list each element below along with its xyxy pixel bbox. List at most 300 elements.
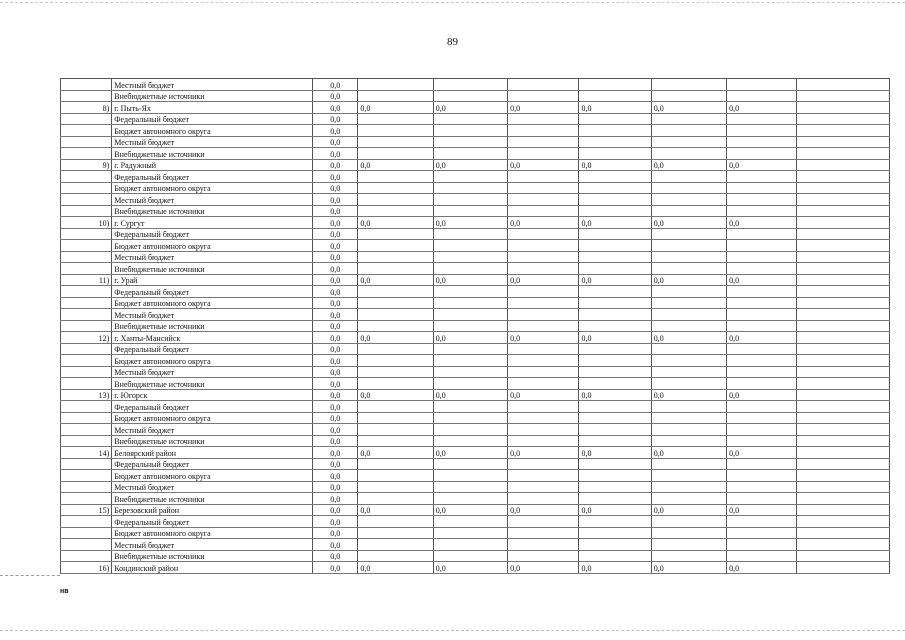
value-cell	[651, 286, 726, 298]
value-cell	[508, 527, 579, 539]
row-number-cell	[61, 481, 112, 493]
value-cell: 0,0	[313, 435, 358, 447]
value-cell	[727, 194, 797, 206]
value-cell	[579, 493, 651, 505]
value-cell: 0,0	[433, 562, 507, 574]
value-cell	[358, 90, 433, 102]
value-cell: 0,0	[579, 389, 651, 401]
row-number-cell: 9)	[61, 159, 112, 171]
table-row	[61, 263, 890, 275]
value-cell	[433, 182, 507, 194]
row-number-cell	[61, 412, 112, 424]
table-row	[61, 550, 890, 562]
value-cell	[579, 355, 651, 367]
value-cell	[508, 171, 579, 183]
value-cell	[433, 148, 507, 160]
row-name-cell: г. Ханты-Мансийск	[112, 332, 313, 344]
value-cell	[508, 297, 579, 309]
table-row	[61, 274, 890, 286]
row-number-cell	[61, 251, 112, 263]
table-row	[61, 240, 890, 252]
table-body	[61, 79, 890, 574]
value-cell	[651, 113, 726, 125]
table-row	[61, 136, 890, 148]
value-cell	[433, 263, 507, 275]
value-cell: 0,0	[579, 217, 651, 229]
empty-cell	[797, 240, 890, 252]
value-cell	[651, 136, 726, 148]
value-cell: 0,0	[579, 447, 651, 459]
row-name-cell: Бюджет автономного округа	[112, 355, 313, 367]
value-cell	[651, 263, 726, 275]
row-name-cell: Местный бюджет	[112, 309, 313, 321]
value-cell	[727, 113, 797, 125]
empty-cell	[797, 148, 890, 160]
empty-cell	[797, 447, 890, 459]
value-cell	[651, 493, 726, 505]
empty-cell	[797, 355, 890, 367]
table-row	[61, 447, 890, 459]
value-cell: 0,0	[313, 470, 358, 482]
table-row	[61, 470, 890, 482]
empty-cell	[797, 470, 890, 482]
empty-cell	[797, 481, 890, 493]
value-cell: 0,0	[727, 332, 797, 344]
value-cell	[579, 378, 651, 390]
value-cell	[358, 113, 433, 125]
value-cell	[579, 516, 651, 528]
table-row	[61, 320, 890, 332]
value-cell	[651, 355, 726, 367]
table-row	[61, 332, 890, 344]
value-cell	[651, 458, 726, 470]
value-cell	[727, 136, 797, 148]
value-cell	[433, 481, 507, 493]
value-cell	[433, 401, 507, 413]
row-number-cell	[61, 240, 112, 252]
value-cell	[727, 470, 797, 482]
budget-table-container	[60, 78, 890, 574]
value-cell: 0,0	[313, 424, 358, 436]
row-name-cell: Местный бюджет	[112, 424, 313, 436]
table-row	[61, 90, 890, 102]
value-cell: 0,0	[579, 332, 651, 344]
value-cell	[727, 309, 797, 321]
value-cell	[433, 412, 507, 424]
empty-cell	[797, 435, 890, 447]
value-cell: 0,0	[433, 159, 507, 171]
value-cell	[651, 228, 726, 240]
value-cell: 0,0	[727, 562, 797, 574]
value-cell: 0,0	[313, 171, 358, 183]
empty-cell	[797, 378, 890, 390]
value-cell	[508, 458, 579, 470]
row-number-cell	[61, 228, 112, 240]
value-cell	[651, 366, 726, 378]
empty-cell	[797, 113, 890, 125]
value-cell: 0,0	[508, 274, 579, 286]
value-cell: 0,0	[313, 504, 358, 516]
value-cell: 0,0	[358, 102, 433, 114]
value-cell	[651, 435, 726, 447]
row-name-cell: Местный бюджет	[112, 79, 313, 91]
value-cell	[358, 240, 433, 252]
table-row	[61, 562, 890, 574]
value-cell	[651, 240, 726, 252]
empty-cell	[797, 332, 890, 344]
value-cell	[579, 205, 651, 217]
value-cell	[727, 79, 797, 91]
value-cell	[433, 240, 507, 252]
value-cell	[651, 378, 726, 390]
row-name-cell: Федеральный бюджет	[112, 171, 313, 183]
value-cell	[651, 424, 726, 436]
value-cell: 0,0	[313, 113, 358, 125]
value-cell	[508, 240, 579, 252]
row-number-cell	[61, 79, 112, 91]
value-cell: 0,0	[579, 159, 651, 171]
value-cell	[358, 297, 433, 309]
table-row	[61, 125, 890, 137]
value-cell	[579, 251, 651, 263]
table-row	[61, 79, 890, 91]
value-cell	[651, 194, 726, 206]
value-cell	[358, 320, 433, 332]
value-cell	[358, 435, 433, 447]
table-row	[61, 539, 890, 551]
value-cell: 0,0	[313, 240, 358, 252]
row-name-cell: Местный бюджет	[112, 136, 313, 148]
row-number-cell	[61, 458, 112, 470]
row-name-cell: Местный бюджет	[112, 251, 313, 263]
row-number-cell: 8)	[61, 102, 112, 114]
value-cell	[508, 355, 579, 367]
value-cell: 0,0	[313, 159, 358, 171]
empty-cell	[797, 90, 890, 102]
value-cell: 0,0	[727, 447, 797, 459]
value-cell: 0,0	[313, 286, 358, 298]
value-cell	[433, 343, 507, 355]
row-name-cell: Внебюджетные источники	[112, 148, 313, 160]
row-name-cell: Внебюджетные источники	[112, 378, 313, 390]
value-cell	[433, 458, 507, 470]
value-cell: 0,0	[651, 562, 726, 574]
value-cell	[358, 182, 433, 194]
row-name-cell: Внебюджетные источники	[112, 263, 313, 275]
row-number-cell	[61, 355, 112, 367]
empty-cell	[797, 562, 890, 574]
value-cell	[579, 309, 651, 321]
value-cell	[358, 194, 433, 206]
table-row	[61, 228, 890, 240]
row-name-cell: Местный бюджет	[112, 481, 313, 493]
value-cell: 0,0	[313, 493, 358, 505]
value-cell	[727, 297, 797, 309]
value-cell	[358, 205, 433, 217]
value-cell	[358, 527, 433, 539]
table-row	[61, 286, 890, 298]
empty-cell	[797, 539, 890, 551]
empty-cell	[797, 136, 890, 148]
value-cell	[579, 458, 651, 470]
value-cell	[651, 148, 726, 160]
value-cell	[579, 263, 651, 275]
empty-cell	[797, 194, 890, 206]
value-cell	[508, 194, 579, 206]
value-cell	[651, 320, 726, 332]
value-cell	[727, 516, 797, 528]
row-name-cell: Внебюджетные источники	[112, 90, 313, 102]
row-name-cell: Бюджет автономного округа	[112, 412, 313, 424]
value-cell	[358, 516, 433, 528]
value-cell	[579, 125, 651, 137]
row-name-cell: Федеральный бюджет	[112, 113, 313, 125]
value-cell	[651, 412, 726, 424]
value-cell	[433, 113, 507, 125]
value-cell: 0,0	[358, 389, 433, 401]
value-cell	[508, 550, 579, 562]
value-cell	[358, 309, 433, 321]
row-name-cell: Федеральный бюджет	[112, 286, 313, 298]
table-row	[61, 424, 890, 436]
value-cell: 0,0	[313, 102, 358, 114]
value-cell	[358, 136, 433, 148]
value-cell: 0,0	[313, 366, 358, 378]
table-row	[61, 171, 890, 183]
table-row	[61, 159, 890, 171]
value-cell	[508, 125, 579, 137]
row-name-cell: Федеральный бюджет	[112, 458, 313, 470]
value-cell: 0,0	[313, 136, 358, 148]
value-cell	[651, 79, 726, 91]
row-name-cell: Бюджет автономного округа	[112, 527, 313, 539]
value-cell	[358, 148, 433, 160]
row-number-cell: 16)	[61, 562, 112, 574]
value-cell: 0,0	[313, 182, 358, 194]
value-cell	[727, 240, 797, 252]
value-cell	[433, 90, 507, 102]
value-cell	[727, 378, 797, 390]
value-cell	[358, 355, 433, 367]
value-cell	[358, 286, 433, 298]
value-cell: 0,0	[433, 389, 507, 401]
value-cell: 0,0	[579, 274, 651, 286]
value-cell: 0,0	[508, 389, 579, 401]
value-cell	[508, 378, 579, 390]
empty-cell	[797, 401, 890, 413]
value-cell	[651, 470, 726, 482]
row-number-cell	[61, 148, 112, 160]
value-cell	[433, 366, 507, 378]
value-cell: 0,0	[651, 274, 726, 286]
value-cell	[727, 251, 797, 263]
value-cell	[433, 355, 507, 367]
value-cell	[727, 125, 797, 137]
value-cell	[651, 401, 726, 413]
value-cell	[579, 240, 651, 252]
row-name-cell: Местный бюджет	[112, 366, 313, 378]
value-cell	[508, 113, 579, 125]
value-cell: 0,0	[433, 504, 507, 516]
row-name-cell: Внебюджетные источники	[112, 205, 313, 217]
row-number-cell	[61, 378, 112, 390]
scan-top-edge	[0, 2, 905, 3]
row-number-cell	[61, 516, 112, 528]
empty-cell	[797, 412, 890, 424]
value-cell	[358, 251, 433, 263]
table-row	[61, 217, 890, 229]
table-row	[61, 297, 890, 309]
empty-cell	[797, 79, 890, 91]
value-cell: 0,0	[358, 447, 433, 459]
table-row	[61, 516, 890, 528]
empty-cell	[797, 274, 890, 286]
empty-cell	[797, 527, 890, 539]
value-cell	[727, 320, 797, 332]
table-row	[61, 194, 890, 206]
value-cell	[727, 550, 797, 562]
value-cell	[508, 251, 579, 263]
value-cell	[727, 412, 797, 424]
value-cell	[727, 481, 797, 493]
value-cell	[727, 458, 797, 470]
row-number-cell	[61, 263, 112, 275]
row-number-cell	[61, 309, 112, 321]
value-cell	[508, 539, 579, 551]
value-cell	[508, 309, 579, 321]
value-cell	[358, 424, 433, 436]
empty-cell	[797, 286, 890, 298]
value-cell	[651, 251, 726, 263]
value-cell	[579, 90, 651, 102]
row-name-cell: Внебюджетные источники	[112, 320, 313, 332]
value-cell: 0,0	[727, 102, 797, 114]
value-cell	[579, 297, 651, 309]
value-cell: 0,0	[313, 332, 358, 344]
value-cell: 0,0	[358, 274, 433, 286]
row-number-cell	[61, 424, 112, 436]
value-cell	[508, 366, 579, 378]
value-cell: 0,0	[313, 389, 358, 401]
row-name-cell: Кондинский район	[112, 562, 313, 574]
table-row	[61, 182, 890, 194]
row-number-cell: 14)	[61, 447, 112, 459]
table-row	[61, 251, 890, 263]
value-cell	[727, 263, 797, 275]
value-cell	[651, 539, 726, 551]
value-cell	[433, 378, 507, 390]
value-cell: 0,0	[651, 447, 726, 459]
value-cell	[433, 286, 507, 298]
value-cell: 0,0	[651, 332, 726, 344]
empty-cell	[797, 504, 890, 516]
value-cell	[579, 194, 651, 206]
value-cell: 0,0	[313, 228, 358, 240]
value-cell	[358, 79, 433, 91]
value-cell: 0,0	[313, 309, 358, 321]
value-cell	[508, 263, 579, 275]
value-cell: 0,0	[651, 504, 726, 516]
row-number-cell	[61, 320, 112, 332]
value-cell: 0,0	[313, 297, 358, 309]
value-cell	[358, 412, 433, 424]
value-cell: 0,0	[313, 148, 358, 160]
value-cell: 0,0	[313, 194, 358, 206]
value-cell: 0,0	[358, 332, 433, 344]
value-cell	[508, 205, 579, 217]
row-number-cell	[61, 435, 112, 447]
row-number-cell: 11)	[61, 274, 112, 286]
value-cell	[508, 493, 579, 505]
value-cell: 0,0	[313, 355, 358, 367]
value-cell: 0,0	[313, 447, 358, 459]
value-cell	[727, 228, 797, 240]
value-cell: 0,0	[651, 217, 726, 229]
value-cell: 0,0	[508, 159, 579, 171]
empty-cell	[797, 125, 890, 137]
value-cell: 0,0	[433, 102, 507, 114]
row-name-cell: г. Радужный	[112, 159, 313, 171]
value-cell	[433, 550, 507, 562]
value-cell: 0,0	[651, 389, 726, 401]
value-cell: 0,0	[727, 504, 797, 516]
value-cell	[433, 297, 507, 309]
value-cell	[433, 320, 507, 332]
value-cell	[433, 516, 507, 528]
value-cell	[358, 366, 433, 378]
row-number-cell: 10)	[61, 217, 112, 229]
row-name-cell: Местный бюджет	[112, 194, 313, 206]
value-cell: 0,0	[579, 504, 651, 516]
row-number-cell	[61, 205, 112, 217]
value-cell	[651, 205, 726, 217]
value-cell: 0,0	[313, 90, 358, 102]
value-cell	[651, 343, 726, 355]
table-row	[61, 401, 890, 413]
row-name-cell: г. Югорск	[112, 389, 313, 401]
value-cell	[651, 550, 726, 562]
value-cell	[358, 263, 433, 275]
row-number-cell	[61, 527, 112, 539]
value-cell	[433, 493, 507, 505]
value-cell	[579, 320, 651, 332]
row-name-cell: Федеральный бюджет	[112, 343, 313, 355]
value-cell: 0,0	[313, 458, 358, 470]
row-name-cell: Внебюджетные источники	[112, 550, 313, 562]
row-name-cell: Бюджет автономного округа	[112, 297, 313, 309]
value-cell: 0,0	[313, 527, 358, 539]
table-row	[61, 481, 890, 493]
value-cell	[508, 182, 579, 194]
empty-cell	[797, 182, 890, 194]
value-cell	[651, 182, 726, 194]
row-name-cell: Федеральный бюджет	[112, 516, 313, 528]
value-cell	[508, 148, 579, 160]
value-cell	[727, 343, 797, 355]
value-cell: 0,0	[508, 447, 579, 459]
value-cell: 0,0	[313, 320, 358, 332]
value-cell: 0,0	[313, 217, 358, 229]
value-cell	[727, 286, 797, 298]
value-cell: 0,0	[313, 251, 358, 263]
value-cell	[651, 297, 726, 309]
row-name-cell: Белоярский район	[112, 447, 313, 459]
empty-cell	[797, 516, 890, 528]
row-name-cell: Федеральный бюджет	[112, 228, 313, 240]
empty-cell	[797, 550, 890, 562]
table-row	[61, 504, 890, 516]
empty-cell	[797, 171, 890, 183]
